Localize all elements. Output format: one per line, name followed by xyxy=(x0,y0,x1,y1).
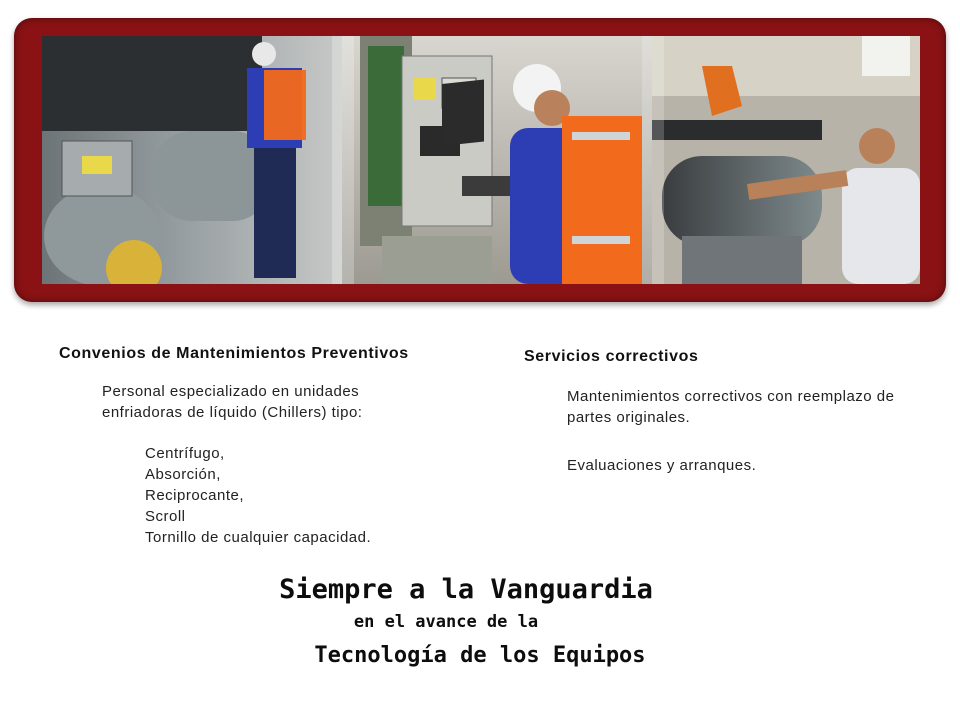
corrective-extra: Evaluaciones y arranques. xyxy=(567,457,757,474)
chiller-type-item: Absorción, xyxy=(145,466,221,483)
slogan-main: Siempre a la Vanguardia xyxy=(279,574,653,605)
banner-photo xyxy=(42,36,920,284)
chiller-type-item: Reciprocante, xyxy=(145,487,245,504)
corrective-heading: Servicios correctivos xyxy=(524,348,699,365)
corrective-line: partes originales. xyxy=(567,409,691,426)
preventive-intro-line: Personal especializado en unidades xyxy=(102,383,360,400)
corrective-description xyxy=(567,386,894,428)
preventive-heading: Convenios de Mantenimientos Preventivos xyxy=(59,345,409,362)
preventive-intro xyxy=(102,381,362,423)
slogan-sub: en el avance de la xyxy=(353,612,539,632)
preventive-intro-line: enfriadoras de líquido (Chillers) tipo: xyxy=(102,404,363,421)
slogan-last: Tecnología de los Equipos xyxy=(314,643,646,668)
chiller-type-item: Tornillo de cualquier capacidad. xyxy=(145,529,372,546)
chiller-type-item: Scroll xyxy=(145,508,186,525)
chiller-types-list xyxy=(145,443,371,548)
corrective-line: Mantenimientos correctivos con reemplazo de xyxy=(567,388,895,405)
chiller-type-item: Centrífugo, xyxy=(145,445,225,462)
